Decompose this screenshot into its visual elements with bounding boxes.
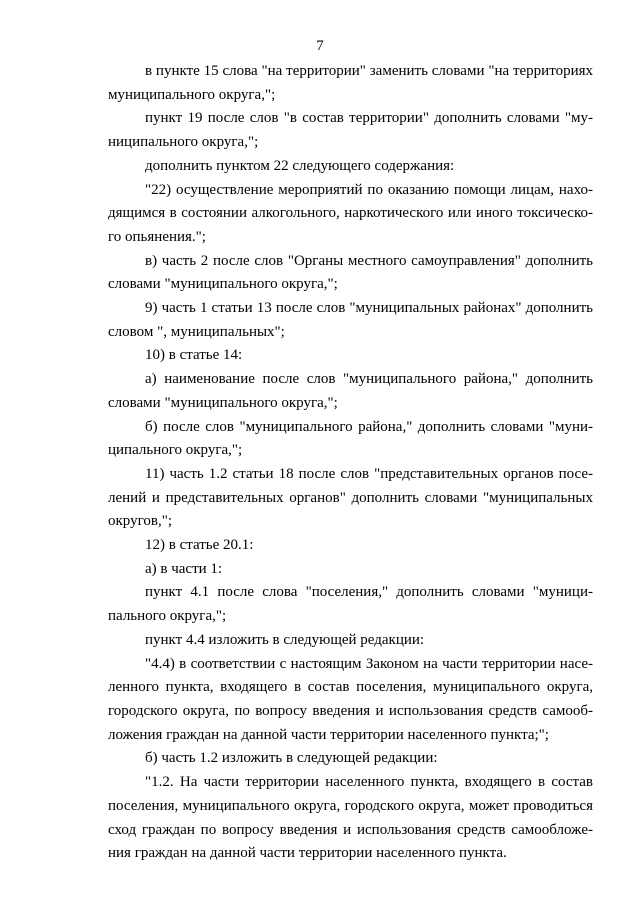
paragraph: пункт 4.1 после слова "поселения," дополнить словами "муниципального округа,"; xyxy=(108,584,593,625)
paragraph: 11) часть 1.2 статьи 18 после слов "представительных органов поселений и представительных органов" дополнить словами "муниципальных округов,"; xyxy=(108,465,593,530)
paragraph: "4.4) в соответствии с настоящим Законом на части территории населенного пункта, входящего в состав поселения, муниципального округа, городского округа, по вопросу введения и использования средств самообложения граждан на данной части территории населенного пункта;"; xyxy=(108,655,593,743)
paragraph: дополнить пунктом 22 следующего содержания: xyxy=(145,157,455,174)
paragraph: 10) в статье 14: xyxy=(145,347,243,364)
paragraph: 12) в статье 20.1: xyxy=(145,537,254,554)
page-number: 7 xyxy=(316,38,324,54)
document-body xyxy=(108,60,593,866)
paragraph: "1.2. На части территории населенного пункта, входящего в состав поселения, муниципального округа, городского округа, может проводиться сход граждан по вопросу введения и использования средств самообложения граждан на данной части территории населенного пункта. xyxy=(108,774,593,862)
paragraph: б) после слов "муниципального района," дополнить словами "муниципального округа,"; xyxy=(108,418,593,459)
paragraph: в пункте 15 слова "на территории" заменить словами "на территориях муниципального округа,"; xyxy=(108,63,593,103)
paragraph: б) часть 1.2 изложить в следующей редакции: xyxy=(145,750,438,767)
paragraph: пункт 4.4 изложить в следующей редакции: xyxy=(145,631,425,648)
paragraph: "22) осуществление мероприятий по оказанию помощи лицам, находящимся в состоянии алкогольного, наркотического или иного токсического опьянения."; xyxy=(108,181,593,245)
paragraph: в) часть 2 после слов "Органы местного самоуправления" дополнить словами "муниципального округа,"; xyxy=(108,252,593,293)
paragraph: пункт 19 после слов "в состав территории" дополнить словами "муниципального округа,"; xyxy=(108,110,593,151)
paragraph: а) в части 1: xyxy=(145,560,223,577)
paragraph: 9) часть 1 статьи 13 после слов "муниципальных районах" дополнить словом ", муниципальных"; xyxy=(108,300,593,340)
paragraph: а) наименование после слов "муниципального района," дополнить словами "муниципального округа,"; xyxy=(108,371,593,411)
